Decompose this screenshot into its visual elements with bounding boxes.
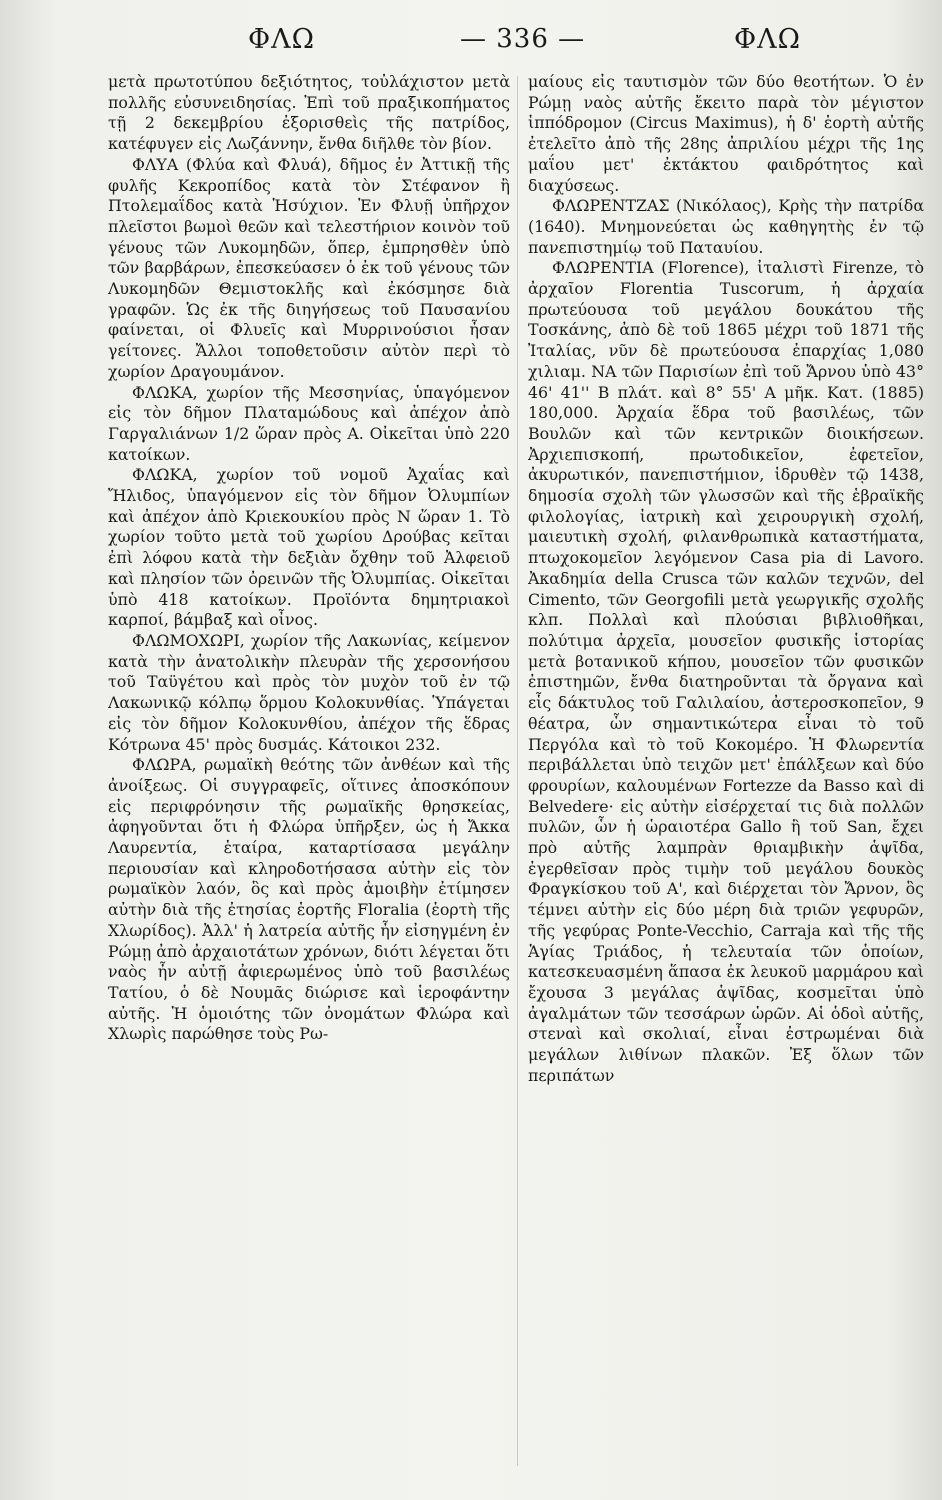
entry-flomochori: ΦΛΩΜΟΧΩΡΙ, χωρίον τῆς Λακωνίας, κείμενον κατὰ τὴν ἀνατολικὴν πλευρὰν τῆς χερσονήσου τοῦ Ταϋγέτου καὶ πρὸς τὸν μυχὸν τοῦ ἐν τῷ Λακωνικῷ κόλπῳ ὅρμου Κολοκυνθίας. Ὑπάγεται εἰς τὸν δῆμον Κολοκυνθίου, ἀπέχον τῆς ἕδρας Κότρωνα 45' πρὸς δυσμάς. Κάτοικοι 232.: [108, 630, 510, 754]
page-number: — 336 —: [460, 24, 586, 54]
paragraph-continuation: μαίους εἰς ταυτισμὸν τῶν δύο θεοτήτων. Ὁ ἐν Ρώμῃ ναὸς αὐτῆς ἔκειτο παρὰ τὸν μέγιστον ἱππόδρομον (Circus Maximus), ἡ δ' ἑορτὴ αὐτῆς ἐτελεῖτο ἀπὸ τῆς 28ης ἀπριλίου μέχρι τῆς 1ης μαΐου μετ' ἐκτάκτου φαιδρότητος καὶ διαχύσεως.: [528, 72, 924, 195]
paragraph-continuation: μετὰ πρωτοτύπου δεξιότητος, τοὐλάχιστον μετὰ πολλῆς εὐσυνειδησίας. Ἐπὶ τοῦ πραξικοπήματος τῇ 2 δεκεμβρίου ἐξορισθεὶς τῆς πατρίδος, κατέφυγεν εἰς Λωζάννην, ἔνθα διῆλθε τὸν βίον.: [108, 72, 510, 154]
left-column: [108, 72, 510, 1472]
page-header: [0, 18, 942, 68]
entry-floka-achaia: ΦΛΩΚΑ, χωρίον τοῦ νομοῦ Ἀχαΐας καὶ Ἤλιδος, ὑπαγόμενον εἰς τὸν δῆμον Ὀλυμπίων καὶ ἀπέχον ἀπὸ Κριεκουκίου πρὸς Ν ὥραν 1. Τὸ χωρίον τοῦτο μετὰ τοῦ χωρίου Δρούβας κεῖται ἐπὶ λόφου κατὰ τὴν δεξιὰν ὄχθην τοῦ Ἀλφειοῦ καὶ πλησίον τῶν ὀρεινῶν τῆς Ὀλυμπίας. Οἰκεῖται ὑπὸ 418 κατοίκων. Προϊόντα δημητριακοὶ καρποί, βάμβαξ καὶ οἶνος.: [108, 465, 510, 630]
left-running-head: ΦΛΩ: [248, 24, 316, 55]
column-divider: [517, 76, 518, 1466]
entry-flya: ΦΛΥΑ (Φλύα καὶ Φλυά), δῆμος ἐν Ἀττικῇ τῆς φυλῆς Κεκροπίδος κατὰ τὸν Στέφανον ἢ Πτολεμαΐδος κατὰ Ἡσύχιον. Ἐν Φλυῇ ὑπῆρχον πλεῖστοι βωμοὶ θεῶν καὶ τελεστήριον κοινὸν τοῦ γένους τῶν Λυκομηδῶν, ὅπερ, ἐμπρησθὲν ὑπὸ τῶν βαρβάρων, ἐπεσκεύασεν ὁ ἐκ τοῦ γένους τῶν Λυκομηδῶν Θεμιστοκλῆς καὶ ἐκόσμησε διὰ γραφῶν. Ὡς ἐκ τῆς διηγήσεως τοῦ Παυσανίου φαίνεται, οἱ Φλυεῖς καὶ Μυρρινούσιοι ἦσαν γείτονες. Ἄλλοι τοποθετοῦσιν αὐτὸν περὶ τὸ χωρίον Δραγουμάνον.: [108, 154, 510, 381]
entry-flora: ΦΛΩΡΑ, ρωμαϊκὴ θεότης τῶν ἀνθέων καὶ τῆς ἀνοίξεως. Οἱ συγγραφεῖς, οἵτινες ἀποσκόπουν εἰς περιφρόνησιν τῆς ρωμαϊκῆς θρησκείας, ἀφηγοῦνται ὅτι ἡ Φλώρα ὑπῆρξεν, ὡς ἡ Ἄκκα Λαυρεντία, ἑταίρα, καταρτίσασα μεγάλην περιουσίαν καὶ κληροδοτήσασα αὐτὴν εἰς τὸν ρωμαϊκὸν λαόν, ὃς καὶ πρὸς ἀμοιβὴν ἐτίμησεν αὐτὴν διὰ τῆς ἐτησίας ἑορτῆς Floralia (ἑορτὴ τῆς Χλωρίδος). Ἀλλ' ἡ λατρεία αὐτῆς ἦν εἰσηγμένη ἐν Ρώμῃ ἀπὸ ἀρχαιοτάτων χρόνων, διότι λέγεται ὅτι ναὸς ἦν αὐτῇ ἀφιερωμένος ὑπὸ τοῦ βασιλέως Τατίου, ὁ δὲ Νουμᾶς διώρισε καὶ ἱεροφάντην αὐτῆς. Ἡ ὁμοιότης τῶν ὀνομάτων Φλώρα καὶ Χλωρὶς παρώθησε τοὺς Ρω-: [108, 755, 510, 1044]
entry-florentia: ΦΛΩΡΕΝΤΙΑ (Florence), ἰταλιστὶ Firenze, τὸ ἀρχαῖον Florentia Tuscorum, ἡ ἀρχαία πρωτεύουσα τοῦ μεγάλου δουκάτου τῆς Τοσκάνης, ἀπὸ δὲ τοῦ 1865 μέχρι τοῦ 1871 τῆς Ἰταλίας, νῦν δὲ πρωτεύουσα ἐπαρχίας 1,080 χιλιαμ. ΝΑ τῶν Παρισίων ἐπὶ τοῦ Ἄρνου ὑπὸ 43° 46' 41'' Β πλάτ. καὶ 8° 55' Α μῆκ. Κατ. (1885) 180,000. Ἀρχαία ἕδρα τοῦ βασιλέως, τῶν Βουλῶν καὶ τῶν κεντρικῶν διοικήσεων. Ἀρχιεπισκοπή, πρωτοδικεῖον, ἐφετεῖον, ἀκυρωτικόν, πανεπιστήμιον, ἱδρυθὲν τῷ 1438, δημοσία σχολὴ τῶν γλωσσῶν καὶ τῆς ἑβραϊκῆς φιλολογίας, ἰατρικὴ καὶ χειρουργικὴ σχολή, μαιευτικὴ σχολή, φιλανθρωπικὰ καταστήματα, πτωχοκομεῖον λεγόμενον Casa pia di Lavoro. Ἀκαδημία della Crusca τῶν καλῶν τεχνῶν, del Cimento, τῶν Georgofili μετὰ γεωργικῆς σχολῆς κλπ. Πολλαὶ καὶ πλούσιαι βιβλιοθῆκαι, πολύτιμα ἀρχεῖα, μουσεῖον φυσικῆς ἱστορίας μετὰ βοτανικοῦ κήπου, μουσεῖον τῶν φυσικῶν ἐπιστημῶν, ἔνθα διατηροῦνται τὰ ὄργανα καὶ εἷς δάκτυλος τοῦ Γαλιλαίου, ἀστεροσκοπεῖον, 9 θέατρα, ὧν σημαντικώτερα εἶναι τὸ τοῦ Περγόλα καὶ τὸ τοῦ Κοκομέρο. Ἡ Φλωρεντία περιβάλλεται ὑπὸ τειχῶν μετ' ἐπάλξεων καὶ δύο φρουρίων, καλουμένων Fortezze da Basso καὶ di Belvedere· εἰς αὐτὴν εἰσέρχεταί τις διὰ πολλῶν πυλῶν, ὧν ἡ ὡραιοτέρα Gallo ἢ τοῦ San, ἔχει πρὸ αὐτῆς λαμπρὰν θριαμβικὴν ἁψῖδα, ἐγερθεῖσαν πρὸς τιμὴν τοῦ μεγάλου δουκὸς Φραγκίσκου τοῦ Α', καὶ διέρχεται τὸν Ἄρνον, ὃς τέμνει αὐτὴν εἰς δύο μέρη διὰ τριῶν γεφυρῶν, τῆς γεφύρας Ponte-Vecchio, Carraja καὶ τῆς τῆς Ἁγίας Τριάδος, ἡ τελευταία τῶν ὁποίων, κατεσκευασμένη ἅπασα ἐκ λευκοῦ μαρμάρου καὶ ἔχουσα 3 μεγάλας ἁψῖδας, κοσμεῖται ὑπὸ ἀγαλμάτων τῶν τεσσάρων ὡρῶν. Αἱ ὁδοὶ αὐτῆς, στεναὶ καὶ σκολιαί, εἶναι ἐστρωμέναι διὰ μεγάλων λιθίνων πλακῶν. Ἐξ ὅλων τῶν περιπάτων: [528, 258, 924, 1085]
right-running-head: ΦΛΩ: [734, 24, 802, 55]
entry-floka-messinia: ΦΛΩΚΑ, χωρίον τῆς Μεσσηνίας, ὑπαγόμενον εἰς τὸν δῆμον Πλαταμώδους καὶ ἀπέχον ἀπὸ Γαργαλιάνων 1/2 ὥραν πρὸς Α. Οἰκεῖται ὑπὸ 220 κατοίκων.: [108, 382, 510, 464]
entry-florentzas: ΦΛΩΡΕΝΤΖΑΣ (Νικόλαος), Κρὴς τὴν πατρίδα (1640). Μνημονεύεται ὡς καθηγητὴς ἐν τῷ πανεπιστημίῳ τοῦ Παταυίου.: [528, 196, 924, 257]
right-column: [528, 72, 924, 1472]
